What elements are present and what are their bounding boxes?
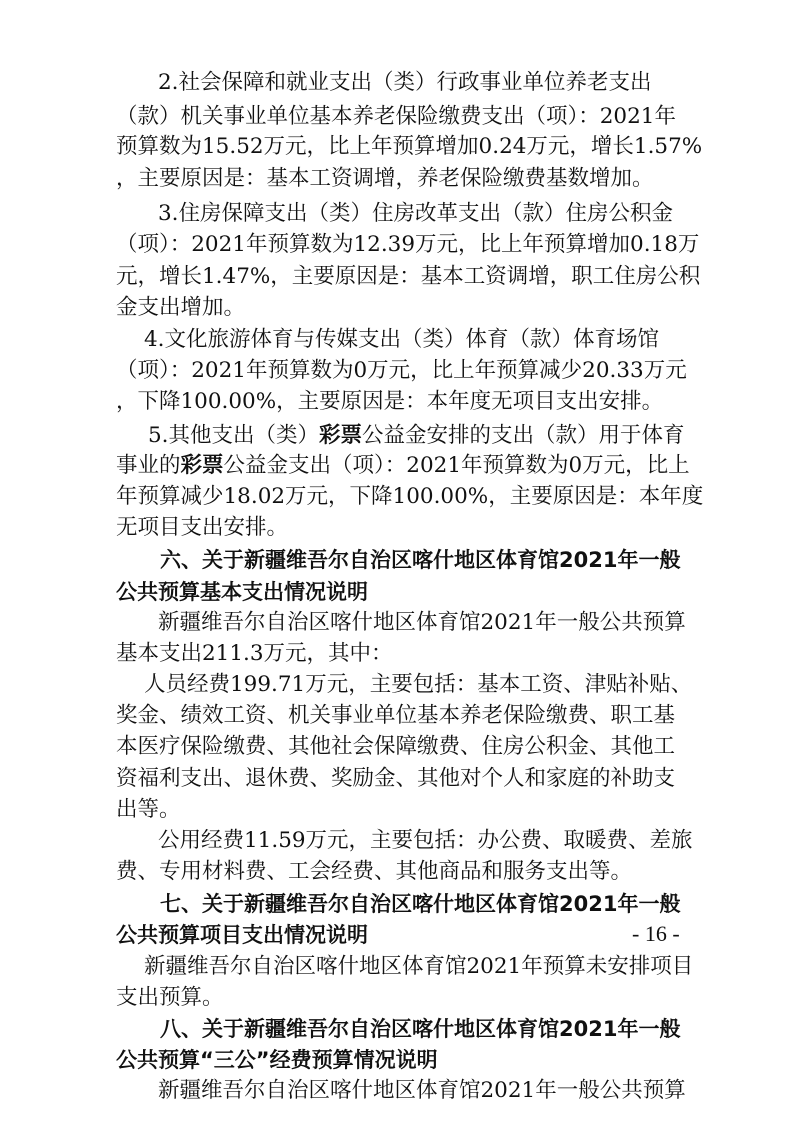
personnel-expense-line-3: 本医疗保险缴费、其他社会保障缴费、住房公积金、其他工 <box>116 734 676 759</box>
section-6-heading-line-2: 公共预算基本支出情况说明 <box>116 580 368 604</box>
paragraph-other-line-1-part-b: 公益金安排的支出（款）用于体育 <box>362 423 685 448</box>
personnel-expense-line-5: 出等。 <box>116 797 181 822</box>
paragraph-housing-line-3: 元，增长1.47%，主要原因是：基本工资调增，职工住房公积 <box>116 264 701 289</box>
paragraph-other-line-2 <box>116 451 690 481</box>
section-6-heading-line-1: 六、关于新疆维吾尔自治区喀什地区体育馆2021年一般 <box>160 548 681 572</box>
paragraph-housing-line-4: 金支出增加。 <box>116 295 246 320</box>
paragraph-other-line-1 <box>148 421 685 451</box>
paragraph-culture-line-3: ，下降100.00%，主要原因是：本年度无项目支出安排。 <box>116 389 664 414</box>
paragraph-housing-line-1: 3.住房保障支出（类）住房改革支出（款）住房公积金 <box>158 201 674 226</box>
paragraph-social-security-line-3: 预算数为15.52万元，比上年预算增加0.24万元，增长1.57% <box>116 134 703 159</box>
section-6-body-line-1: 新疆维吾尔自治区喀什地区体育馆2021年一般公共预算 <box>158 610 686 635</box>
paragraph-culture-line-2: （项）：2021年预算数为0万元，比上年预算减少20.33万元 <box>116 358 687 383</box>
paragraph-culture-line-1: 4.文化旅游体育与传媒支出（类）体育（款）体育场馆 <box>144 327 660 352</box>
paragraph-other-line-1-part-a: 5.其他支出（类） <box>148 423 320 448</box>
paragraph-housing-line-2: （项）：2021年预算数为12.39万元，比上年预算增加0.18万 <box>116 232 700 257</box>
paragraph-social-security-line-1: 2.社会保障和就业支出（类）行政事业单位养老支出 <box>158 70 652 95</box>
paragraph-other-line-4: 无项目支出安排。 <box>116 515 289 540</box>
personnel-expense-line-4: 资福利支出、退休费、奖励金、其他对个人和家庭的补助支 <box>116 766 676 791</box>
paragraph-other-line-3: 年预算减少18.02万元，下降100.00%，主要原因是：本年度 <box>116 484 704 509</box>
lottery-term-1: 彩票 <box>319 423 363 448</box>
page-number: - 16 - <box>632 921 680 946</box>
section-7-body-line-2: 支出预算。 <box>116 985 224 1010</box>
section-8-heading-line-1: 八、关于新疆维吾尔自治区喀什地区体育馆2021年一般 <box>160 1017 681 1041</box>
section-7-heading-line-2: 公共预算项目支出情况说明 <box>116 923 368 947</box>
section-7-heading-line-1: 七、关于新疆维吾尔自治区喀什地区体育馆2021年一般 <box>160 892 681 916</box>
public-expense-line-2: 费、专用材料费、工会经费、其他商品和服务支出等。 <box>116 859 633 884</box>
paragraph-social-security-line-4: ，主要原因是：基本工资调增，养老保险缴费基数增加。 <box>116 166 654 191</box>
paragraph-other-line-2-part-b: 公益金支出（项）：2021年预算数为0万元，比上 <box>223 453 690 478</box>
personnel-expense-line-1: 人员经费199.71万元，主要包括：基本工资、津贴补贴、 <box>144 672 693 697</box>
paragraph-other-line-2-part-a: 事业的 <box>116 453 181 478</box>
section-7-body-line-1: 新疆维吾尔自治区喀什地区体育馆2021年预算未安排项目 <box>144 954 694 979</box>
section-8-body-line-1: 新疆维吾尔自治区喀什地区体育馆2021年一般公共预算 <box>158 1078 686 1103</box>
public-expense-line-1: 公用经费11.59万元，主要包括：办公费、取暖费、差旅 <box>158 828 693 853</box>
section-8-heading-line-2: 公共预算“三公”经费预算情况说明 <box>116 1048 438 1072</box>
lottery-term-2: 彩票 <box>180 453 224 478</box>
personnel-expense-line-2: 奖金、绩效工资、机关事业单位基本养老保险缴费、职工基 <box>116 703 676 728</box>
section-6-body-line-2: 基本支出211.3万元，其中： <box>116 641 393 666</box>
paragraph-social-security-line-2: （款）机关事业单位基本养老保险缴费支出（项）：2021年 <box>116 104 676 129</box>
